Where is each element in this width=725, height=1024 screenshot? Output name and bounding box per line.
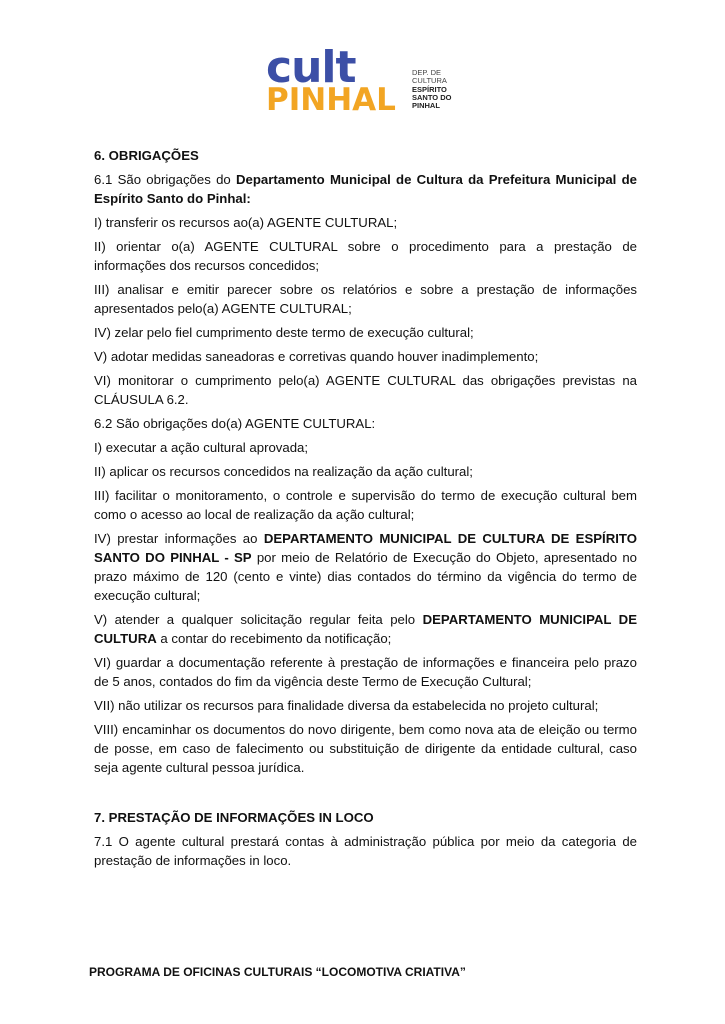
logo-dept-bold-line: PINHAL: [412, 101, 440, 111]
clause-6-2: 6.2 São obrigações do(a) AGENTE CULTURAL:: [94, 416, 376, 431]
list-item: II) aplicar os recursos concedidos na realização da ação cultural;: [94, 464, 473, 479]
list-item: II) orientar o(a) AGENTE CULTURAL sobre o procedimento para a prestação de informações dos recursos concedidos;: [94, 239, 637, 273]
logo-dept-bold-line: SANTO DO: [412, 92, 452, 102]
list-item: VIII) encaminhar os documentos do novo dirigente, bem como nova ata de eleição ou termo de posse, em caso de falecimento ou substituição de dirigente da entidade cultural, caso seja agente cultural pessoa jurídica.: [94, 722, 637, 775]
logo-dept-line: DEP. DE: [412, 68, 442, 77]
section-spacer: [94, 782, 637, 808]
logo-cult-text: cult: [266, 42, 356, 93]
logo-pinhal-text: PINHAL: [266, 82, 396, 118]
clause-bold-text: DEPARTAMENTO MUNICIPAL DE CULTURA: [94, 612, 637, 646]
list-item: I) transferir os recursos ao(a) AGENTE CULTURAL;: [94, 215, 398, 230]
clause-text: IV) prestar informações ao: [94, 531, 264, 546]
clause-7-1: 7.1 O agente cultural prestará contas à administração pública por meio da categoria de prestação de informações in loco.: [94, 834, 637, 868]
section-7-title: 7. PRESTAÇÃO DE INFORMAÇÕES IN LOCO: [94, 810, 374, 825]
clause-text: a contar do recebimento da notificação;: [156, 631, 392, 646]
page-footer: PROGRAMA DE OFICINAS CULTURAIS “LOCOMOTIVA CRIATIVA”: [89, 965, 466, 979]
list-item: VI) guardar a documentação referente à prestação de informações e financeira pelo prazo de 5 anos, contados do fim da vigência deste Termo de Execução Cultural;: [94, 655, 637, 689]
list-item: [94, 610, 637, 648]
list-item: I) executar a ação cultural aprovada;: [94, 440, 309, 455]
logo-department-text: [412, 69, 451, 110]
clause-text: V) atender a qualquer solicitação regular feita pelo: [94, 612, 423, 627]
document-body: [94, 146, 637, 875]
list-item: [94, 529, 637, 605]
clause-bold-text: Departamento Municipal de Cultura da Prefeitura Municipal de Espírito Santo do Pinhal:: [94, 172, 637, 206]
list-item: III) facilitar o monitoramento, o controle e supervisão do termo de execução cultural bem como o acesso ao local de realização da ação cultural;: [94, 488, 637, 522]
clause-text: por meio de Relatório de Execução do Objeto, apresentado no prazo máximo de 120 (cento e vinte) dias contados do término da vigência do termo de execução cultural;: [94, 550, 637, 603]
list-item: V) adotar medidas saneadoras e corretivas quando houver inadimplemento;: [94, 349, 539, 364]
cult-pinhal-logo: [266, 42, 466, 120]
clause-bold-text: DEPARTAMENTO MUNICIPAL DE CULTURA DE ESPÍRITO SANTO DO PINHAL - SP: [94, 531, 637, 565]
clause-text: 6.1 São obrigações do: [94, 172, 237, 187]
list-item: IV) zelar pelo fiel cumprimento deste termo de execução cultural;: [94, 325, 474, 340]
list-item: VI) monitorar o cumprimento pelo(a) AGENTE CULTURAL das obrigações previstas na CLÁUSULA 6.2.: [94, 373, 637, 407]
clause-6-1: [94, 170, 637, 208]
list-item: III) analisar e emitir parecer sobre os relatórios e sobre a prestação de informações apresentados pelo(a) AGENTE CULTURAL;: [94, 282, 637, 316]
logo-dept-bold-line: ESPÍRITO: [412, 84, 447, 94]
list-item: VII) não utilizar os recursos para finalidade diversa da estabelecida no projeto cultural;: [94, 698, 599, 713]
section-6-title: 6. OBRIGAÇÕES: [94, 148, 199, 163]
logo-dept-line: CULTURA: [412, 76, 447, 86]
